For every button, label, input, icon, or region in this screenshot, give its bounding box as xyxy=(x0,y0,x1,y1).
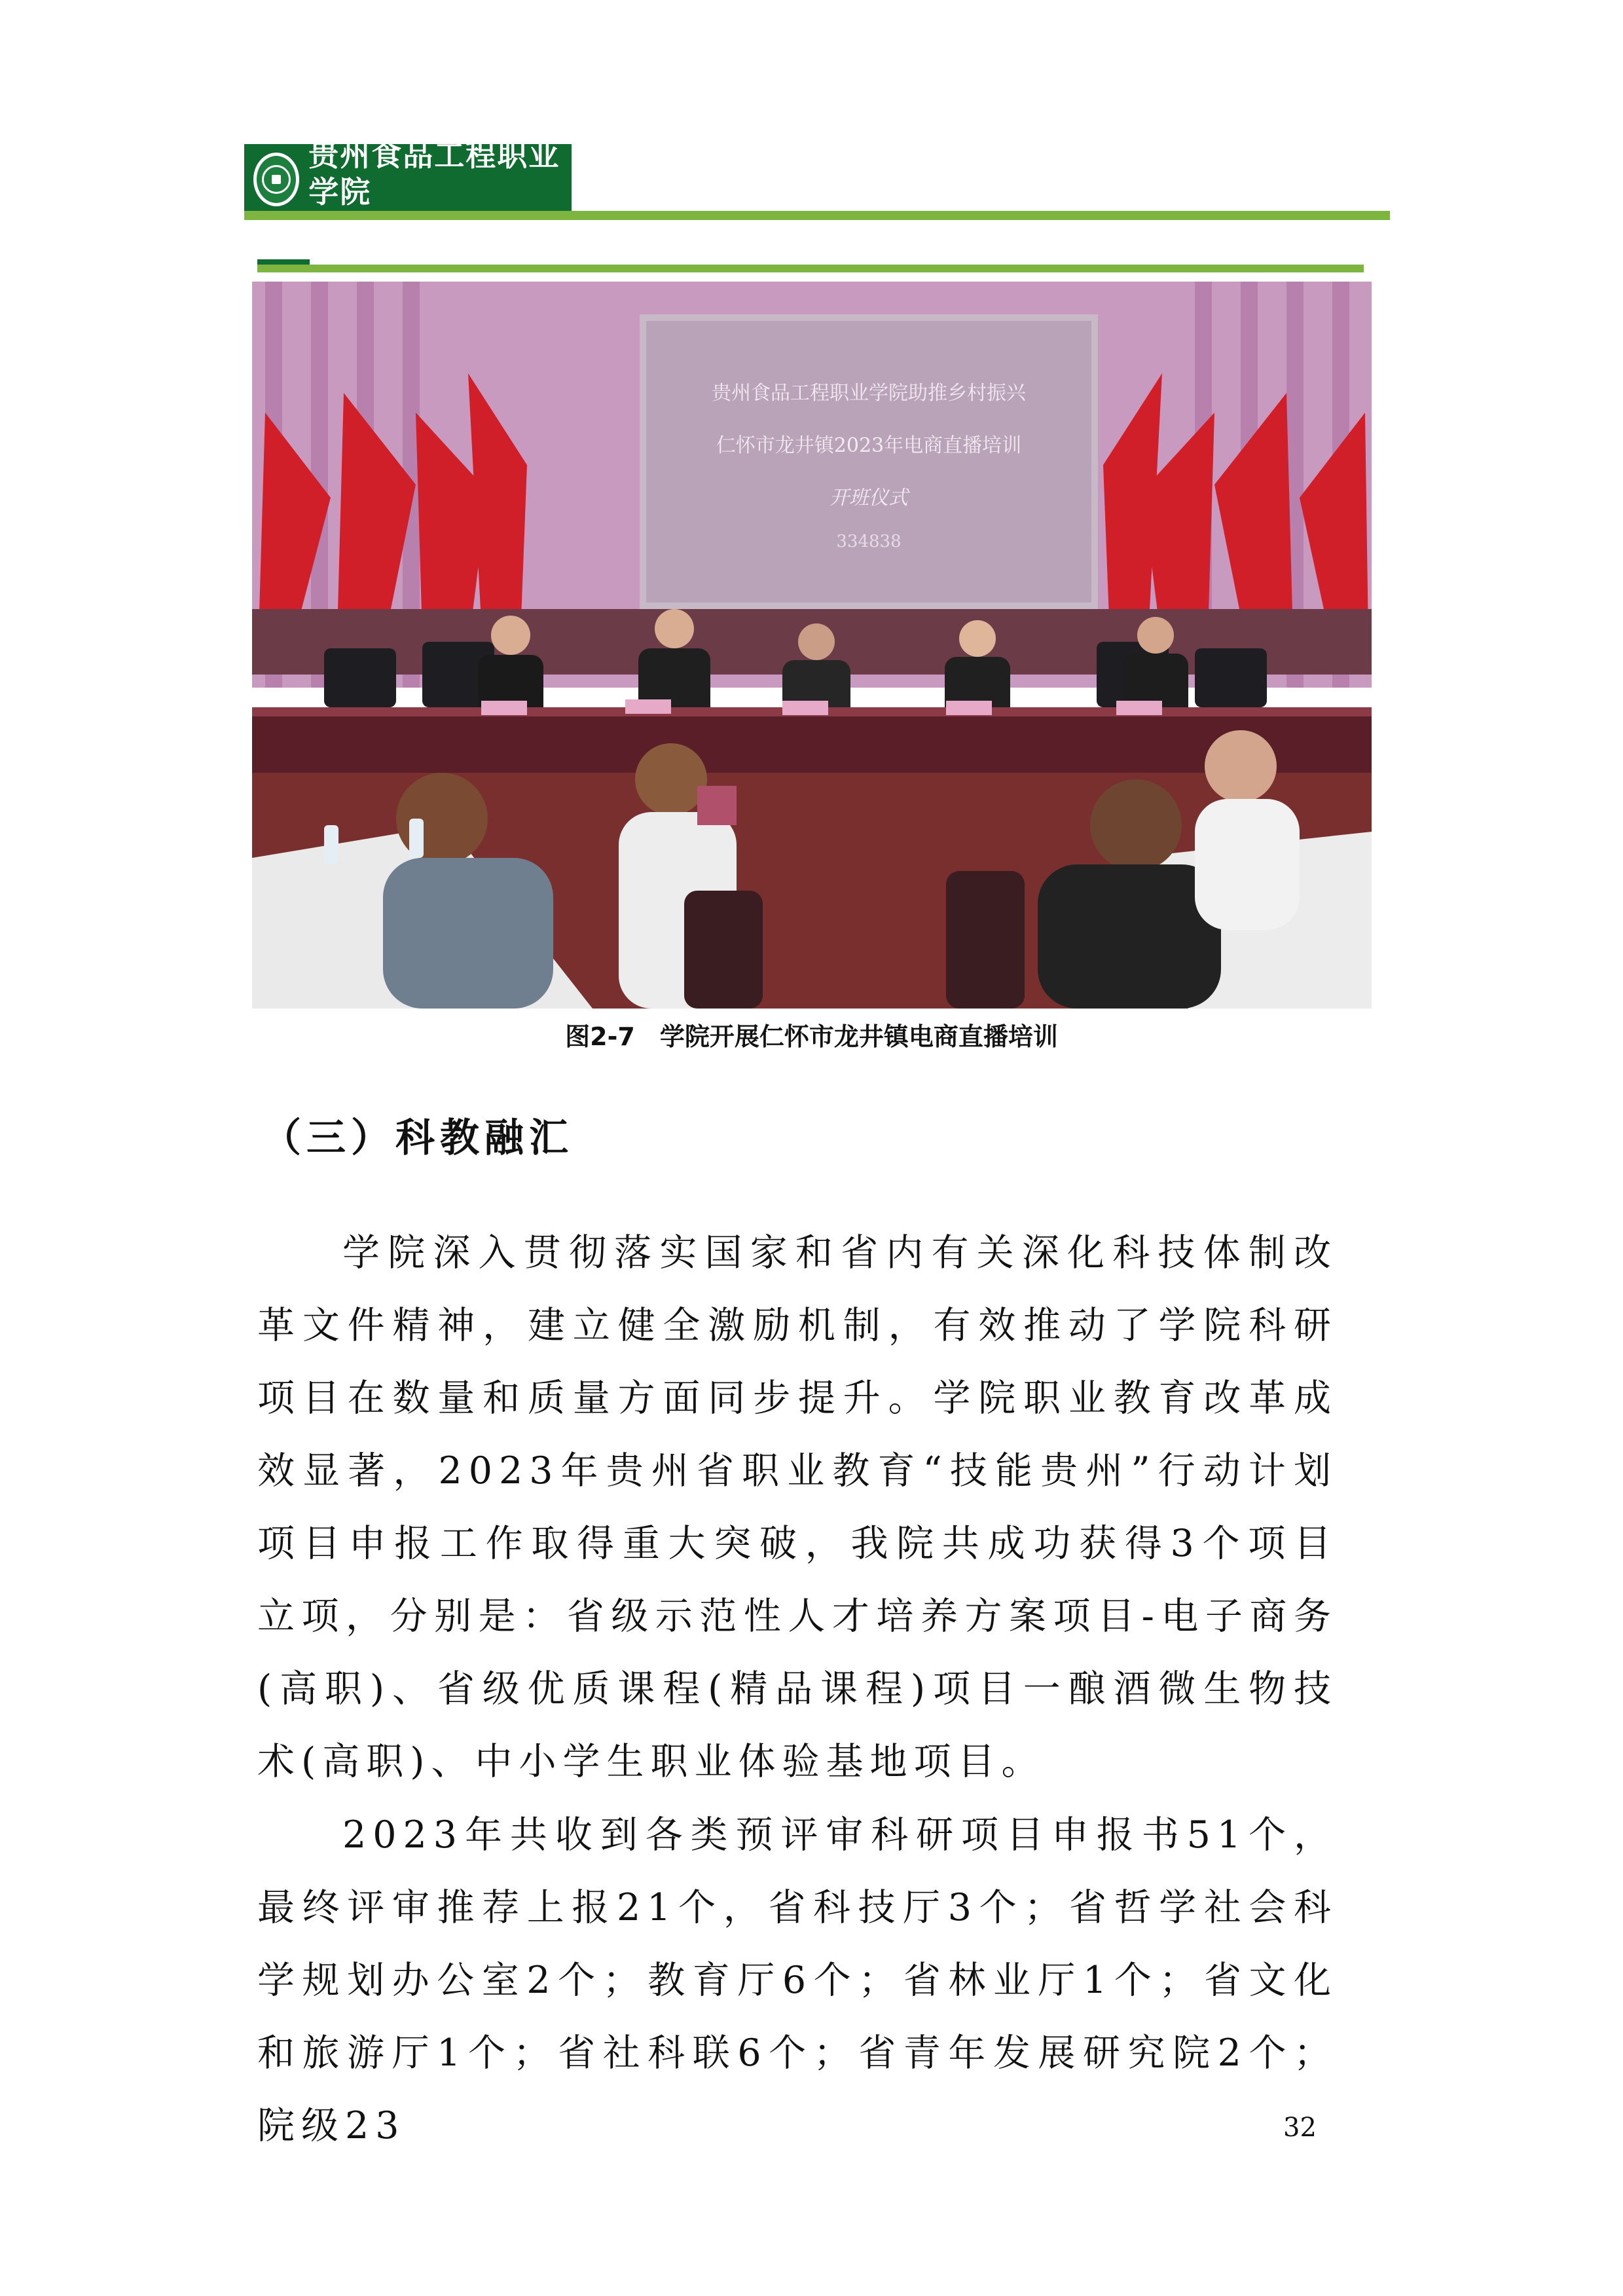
screen-title-line2: 仁怀市龙井镇2023年电商直播培训 xyxy=(716,434,1022,457)
paragraph-1: 学院深入贯彻落实国家和省内有关深化科技体制改革文件精神，建立健全激励机制，有效推动了学院科研项目在数量和质量方面同步提升。学院职业教育改革成效显著，2023年贵州省职业教育“技能贵州”行动计划项目申报工作取得重大突破，我院共成功获得3个项目立项，分别是：省级示范性人才培养方案项目-电子商务(高职)、省级优质课程(精品课程)项目一酿酒微生物技术(高职)、中小学生职业体验基地项目。 xyxy=(257,1231,1338,1783)
screen-title-line4: 334838 xyxy=(836,532,902,551)
header-divider-lower xyxy=(257,265,1364,272)
section-heading: （三）科教融汇 xyxy=(262,1115,574,1161)
figure-caption: 图2-7 学院开展仁怀市龙井镇电商直播培训 xyxy=(565,1022,1058,1051)
page-number: 32 xyxy=(1283,2113,1317,2143)
college-seal-icon xyxy=(253,153,299,206)
photo-illustration xyxy=(252,282,1372,1009)
college-logo xyxy=(244,138,572,215)
screen-title-line3: 开班仪式 xyxy=(830,487,908,509)
screen-title-line1: 贵州食品工程职业学院助推乡村振兴 xyxy=(712,382,1026,405)
header-divider xyxy=(244,211,1390,220)
header-accent xyxy=(257,259,310,265)
training-ceremony-photo xyxy=(252,282,1372,1009)
paragraph-2: 2023年共收到各类预评审科研项目申报书51个，最终评审推荐上报21个，省科技厅3个；省哲学社会科学规划办公室2个；教育厅6个；省林业厅1个；省文化和旅游厅1个；省社科联6个；省青年发展研究院2个；院级23 xyxy=(257,1813,1338,2147)
logo-chinese-name: 贵州食品工程职业学院 xyxy=(308,138,560,210)
